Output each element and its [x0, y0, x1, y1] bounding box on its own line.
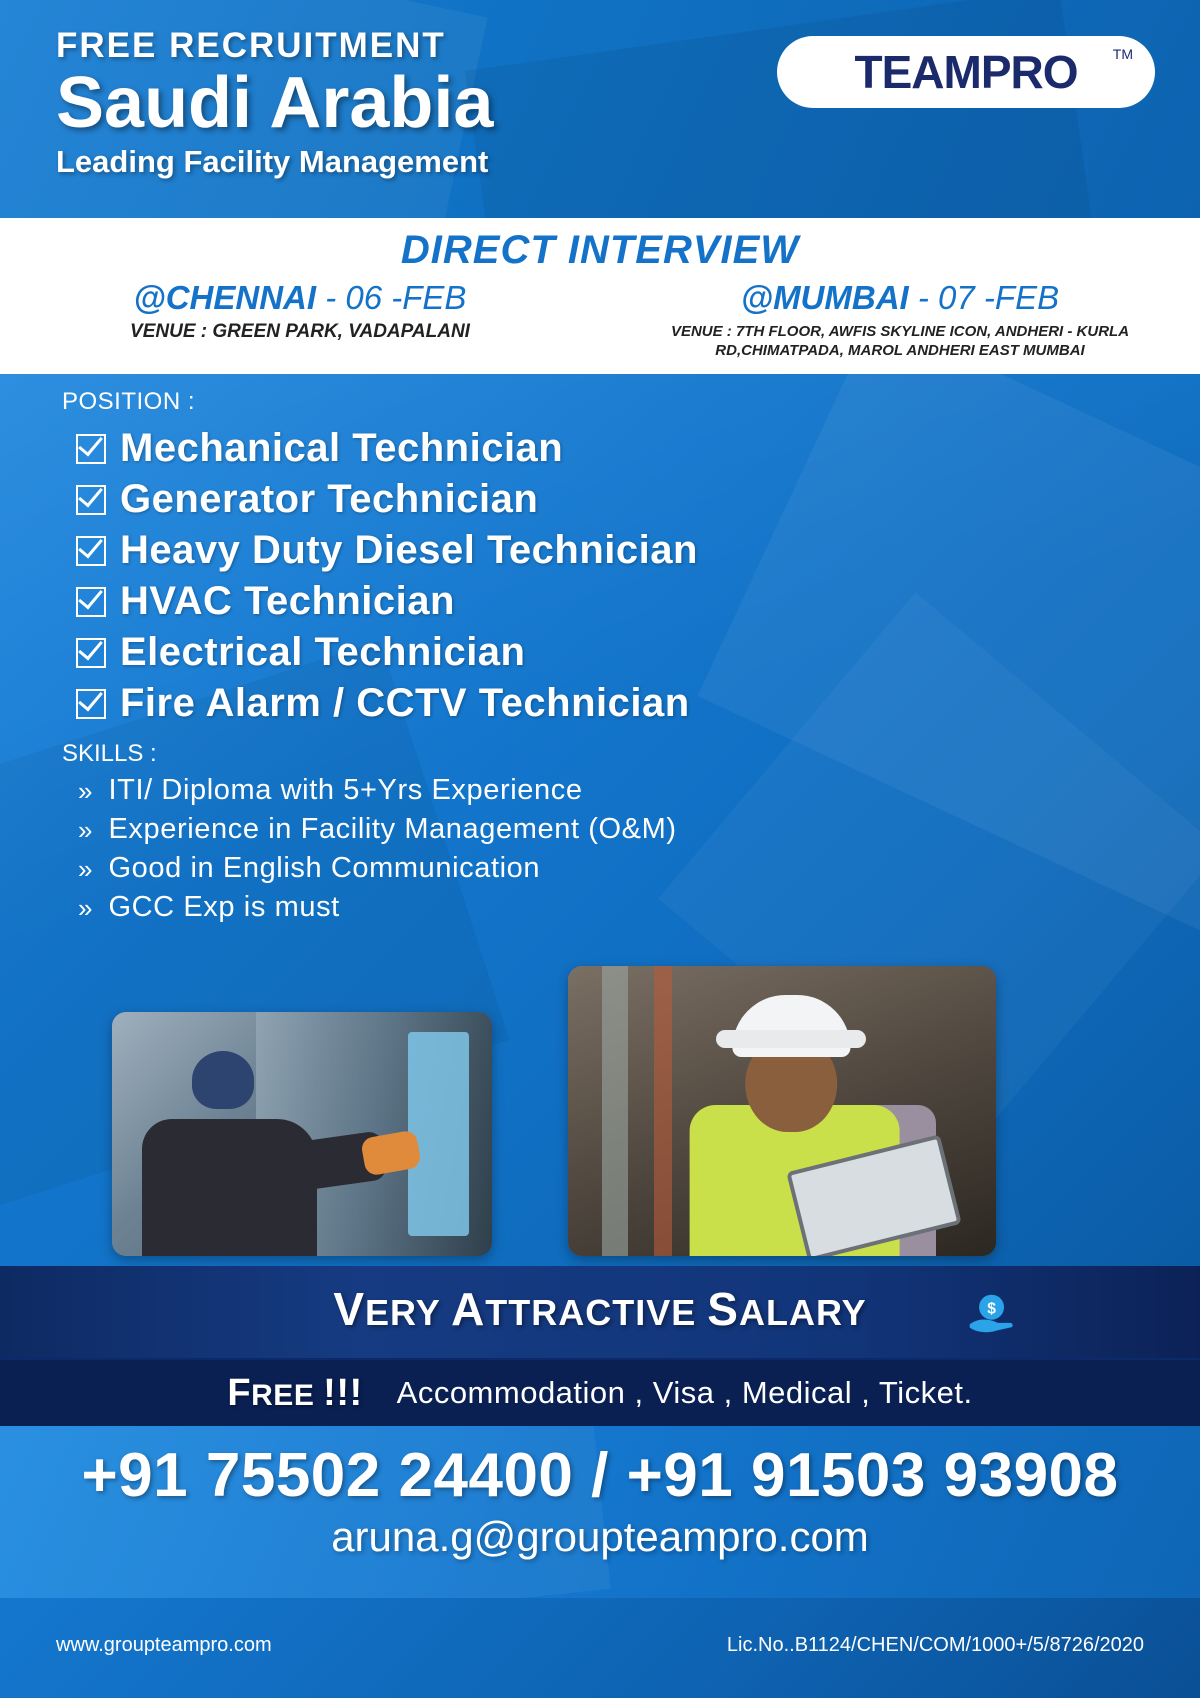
- header-text-block: [56, 28, 493, 180]
- interview-band: [0, 218, 1200, 374]
- logo-text-part2: MPRO: [943, 46, 1078, 98]
- photo-technician-machine: [112, 1012, 492, 1256]
- chennai-venue: [0, 321, 600, 344]
- skill-text: ITI/ Diploma with 5+Yrs Experience: [108, 774, 583, 806]
- salary-s: S: [707, 1283, 739, 1335]
- list-item: [76, 528, 1144, 573]
- poster-header: [0, 0, 1200, 218]
- salary-v: V: [333, 1283, 366, 1335]
- check-icon: [76, 689, 106, 719]
- check-icon: [76, 638, 106, 668]
- trademark-symbol: TM: [1112, 46, 1133, 62]
- free-items-text: Accommodation , Visa , Medical , Ticket.: [396, 1375, 973, 1410]
- mumbai-city: @MUMBAI: [740, 279, 909, 316]
- logo-text: [855, 45, 1078, 99]
- salary-ery: ERY: [365, 1292, 452, 1333]
- city-chennai: [0, 279, 600, 361]
- photo-pipe-1: [602, 966, 628, 1256]
- position-list: [62, 426, 1144, 726]
- header-subtitle: Leading Facility Management: [56, 144, 489, 180]
- salary-band: [0, 1266, 1200, 1358]
- eyebrow-text: FREE RECRUITMENT: [56, 26, 446, 65]
- mumbai-venue-value: 7TH FLOOR, AWFIS SKYLINE ICON, ANDHERI - KURLA RD,CHIMATPADA, MAROL ANDHERI EAST MUMBAI: [715, 323, 1130, 359]
- position-label-text: Heavy Duty Diesel Technician: [120, 528, 698, 572]
- check-icon: [76, 434, 106, 464]
- chevron-right-icon: »: [78, 853, 93, 884]
- skills-label: SKILLS :: [62, 740, 157, 767]
- list-item: [78, 891, 1144, 924]
- chennai-line: [0, 279, 600, 317]
- chevron-right-icon: »: [78, 775, 93, 806]
- position-label-text: HVAC Technician: [120, 579, 455, 623]
- mumbai-line: [600, 279, 1200, 317]
- contact-email[interactable]: aruna.g@groupteampro.com: [331, 1513, 869, 1560]
- country-title: Saudi Arabia: [56, 62, 494, 143]
- list-item: [76, 630, 1144, 675]
- photo-engineer-clipboard: [568, 966, 996, 1256]
- salary-a: A: [451, 1283, 486, 1335]
- footer-website[interactable]: www.groupteampro.com: [56, 1634, 272, 1656]
- position-label-text: Generator Technician: [120, 477, 539, 521]
- city-mumbai: [600, 279, 1200, 361]
- svg-text:$: $: [987, 1300, 996, 1318]
- logo-text-part1: TEA: [854, 46, 944, 98]
- chevron-right-icon: »: [78, 814, 93, 845]
- chennai-city: @CHENNAI: [133, 279, 317, 316]
- photo-panel-shape: [408, 1032, 469, 1237]
- poster-footer: [0, 1598, 1200, 1698]
- position-label-text: Mechanical Technician: [120, 426, 564, 470]
- check-icon: [76, 536, 106, 566]
- chennai-date: - 06 -FEB: [325, 279, 467, 316]
- list-item: [78, 813, 1144, 846]
- free-ree: REE: [251, 1378, 324, 1412]
- list-item: [78, 852, 1144, 885]
- money-hand-icon: [965, 1290, 1015, 1340]
- list-item: [76, 579, 1144, 624]
- position-label-text: Fire Alarm / CCTV Technician: [120, 681, 690, 725]
- check-icon: [76, 587, 106, 617]
- list-item: [76, 426, 1144, 471]
- contact-band: [0, 1426, 1200, 1598]
- poster-body: [0, 374, 1200, 1266]
- footer-license: Lic.No..B1124/CHEN/COM/1000+/5/8726/2020: [726, 1634, 1144, 1656]
- free-f: F: [227, 1371, 252, 1414]
- free-benefits-band: [0, 1358, 1200, 1426]
- skills-list: [62, 774, 1144, 924]
- photo-worker-head: [192, 1051, 254, 1109]
- chevron-right-icon: »: [78, 892, 93, 923]
- skill-text: Good in English Communication: [108, 852, 541, 884]
- position-label: POSITION :: [62, 388, 196, 415]
- mumbai-venue: [600, 323, 1200, 361]
- interview-heading: DIRECT INTERVIEW: [400, 228, 800, 272]
- list-item: [76, 681, 1144, 726]
- list-item: [76, 477, 1144, 522]
- body-inner: [0, 374, 1200, 924]
- free-label: [227, 1372, 362, 1415]
- skill-text: Experience in Facility Management (O&M): [108, 813, 677, 845]
- photo-row: [0, 966, 1200, 1256]
- list-item: [78, 774, 1144, 807]
- photo-helmet-brim: [716, 1030, 866, 1048]
- interview-cities: [0, 279, 1200, 361]
- photo-pipe-2: [654, 966, 672, 1256]
- salary-text: [0, 1282, 1200, 1336]
- mumbai-date: - 07 -FEB: [917, 279, 1060, 316]
- chennai-venue-label: VENUE :: [130, 321, 208, 342]
- chennai-venue-value: GREEN PARK, VADAPALANI: [212, 321, 470, 342]
- company-logo: [777, 36, 1155, 108]
- free-excl: !!!: [323, 1371, 363, 1414]
- contact-phone[interactable]: +91 75502 24400 / +91 91503 93908: [81, 1441, 1119, 1510]
- check-icon: [76, 485, 106, 515]
- skill-text: GCC Exp is must: [108, 891, 340, 923]
- salary-alary: ALARY: [738, 1292, 867, 1333]
- salary-ttractive: TTRACTIVE: [485, 1292, 708, 1333]
- position-label-text: Electrical Technician: [120, 630, 526, 674]
- mumbai-venue-label: VENUE :: [670, 323, 732, 340]
